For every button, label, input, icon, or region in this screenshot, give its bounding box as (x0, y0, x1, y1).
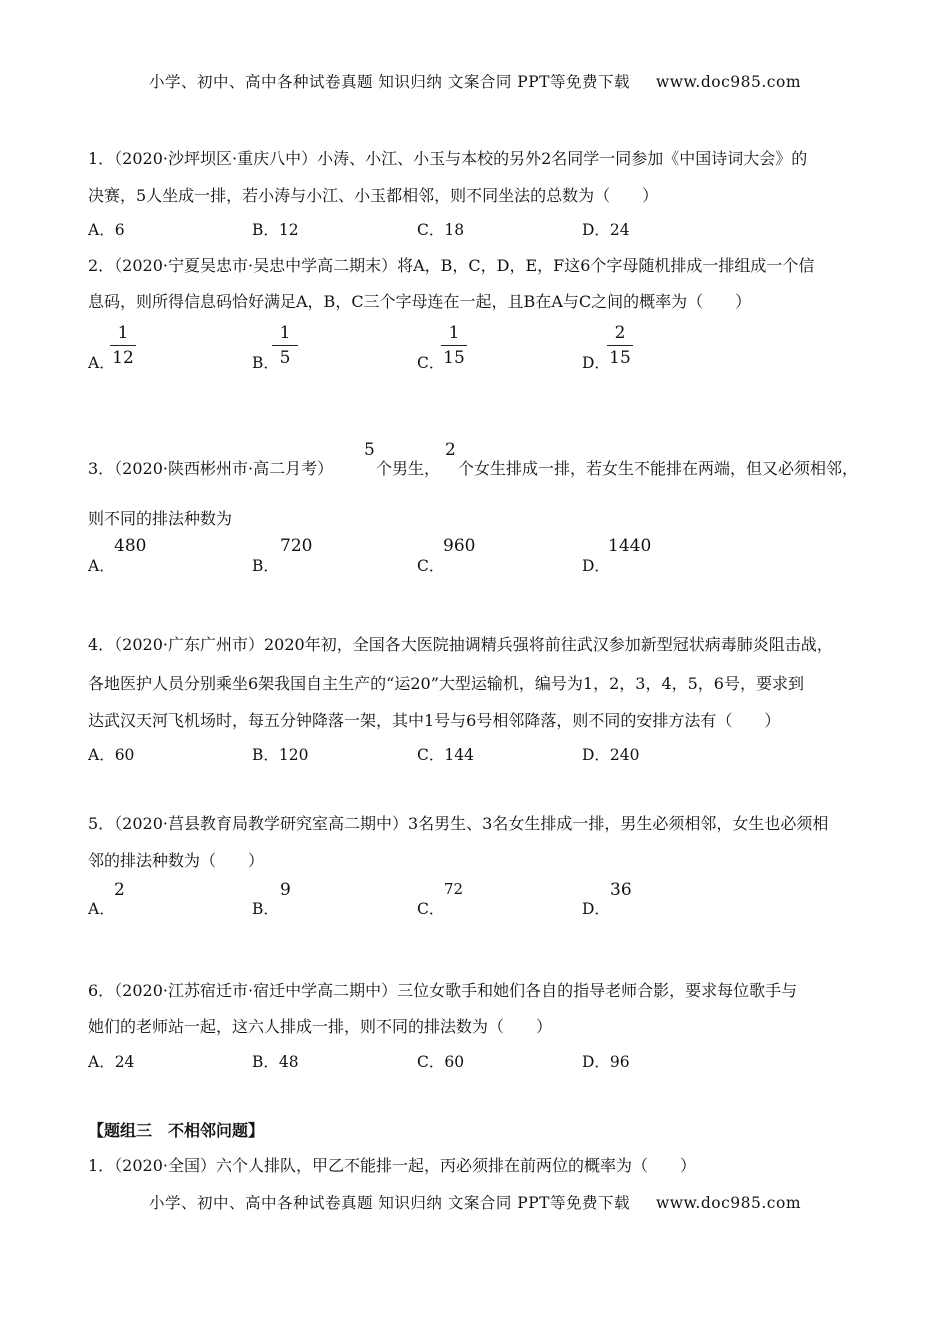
q6-option-c: C．60 (417, 1053, 465, 1071)
q5-option-d-value: 36 (610, 880, 632, 900)
q5-option-a-letter: A． (88, 900, 115, 918)
q1-option-b: B．12 (252, 221, 299, 239)
q5-line2: 邻的排法种数为（ ） (88, 851, 265, 870)
q5-option-c-value: 72 (444, 880, 464, 898)
q2-option-d-fraction (607, 322, 633, 369)
q2-option-c-letter: C． (417, 354, 445, 372)
q2-option-a-fraction (110, 322, 136, 369)
q3-girls-count: 2 (445, 440, 456, 460)
section-title: 【题组三 不相邻问题】 (88, 1121, 265, 1140)
q2-option-b-fraction (272, 322, 298, 369)
q5-option-c-letter: C． (417, 900, 445, 918)
q5-option-d-letter: D． (582, 900, 610, 918)
q2-option-b-letter: B． (252, 354, 279, 372)
page-footer (0, 1191, 950, 1213)
q3-option-d-letter: D． (582, 557, 610, 575)
q3-line1-suffix: 个女生排成一排，若女生不能排在两端，但又必须相邻， (458, 459, 859, 478)
header-text: 小学、初中、高中各种试卷真题 知识归纳 文案合同 PPT等免费下载 (148, 73, 630, 91)
q3-line1-prefix: 3．（2020·陕西彬州市·高二月考） (88, 459, 334, 478)
section3-q1: 1．（2020·全国）六个人排队，甲乙不能排一起，丙必须排在前两位的概率为（ ） (88, 1156, 696, 1175)
q2-option-d-letter: D． (582, 354, 610, 372)
q5-option-b-value: 9 (280, 880, 291, 900)
page-header (0, 70, 950, 92)
q4-line2: 各地医护人员分别乘坐6架我国自主生产的“运20”大型运输机，编号为1，2，3，4，5，6号，要求到 (88, 674, 804, 693)
q4-option-a: A．60 (88, 746, 135, 764)
q3-option-c-value: 960 (443, 536, 476, 556)
q2-b-numerator: 1 (279, 323, 291, 343)
q6-line2: 她们的老师站一起，这六人排成一排，则不同的排法数为（ ） (88, 1017, 553, 1036)
q1-option-d: D．24 (582, 221, 630, 239)
q6-option-b: B．48 (252, 1053, 299, 1071)
q4-line1: 4．（2020·广东广州市）2020年初，全国各大医院抽调精兵强将前往武汉参加新型冠状病毒肺炎阻击战， (88, 635, 833, 654)
header-url[interactable]: www.doc985.com (655, 73, 802, 91)
q2-c-numerator: 1 (448, 323, 460, 343)
q3-option-d-value: 1440 (608, 536, 652, 556)
q3-option-b-letter: B． (252, 557, 279, 575)
q2-a-denominator: 12 (112, 348, 134, 368)
q2-a-numerator: 1 (117, 323, 129, 343)
q4-option-d: D．240 (582, 746, 640, 764)
q2-d-numerator: 2 (614, 323, 626, 343)
q2-b-denominator: 5 (279, 348, 291, 368)
q5-option-a-value: 2 (114, 880, 125, 900)
q2-c-denominator: 15 (443, 348, 465, 368)
q4-line3: 达武汉天河飞机场时，每五分钟降落一架，其中1号与6号相邻降落，则不同的安排方法有（ ） (88, 711, 781, 730)
q3-option-b-value: 720 (280, 536, 313, 556)
q3-option-a-letter: A． (88, 557, 115, 575)
q5-option-b-letter: B． (252, 900, 279, 918)
q6-option-a: A．24 (88, 1053, 135, 1071)
q3-boys-count: 5 (364, 440, 375, 460)
q3-option-c-letter: C． (417, 557, 445, 575)
q2-line2: 息码，则所得信息码恰好满足A，B，C三个字母连在一起，且B在A与C之间的概率为（ ） (88, 292, 752, 311)
q3-option-a-value: 480 (114, 536, 147, 556)
footer-text: 小学、初中、高中各种试卷真题 知识归纳 文案合同 PPT等免费下载 (148, 1194, 630, 1212)
q4-option-c: C．144 (417, 746, 474, 764)
q1-option-a: A．6 (88, 221, 125, 239)
q6-option-d: D．96 (582, 1053, 630, 1071)
q2-line1: 2．（2020·宁夏吴忠市·吴忠中学高二期末）将A，B，C，D，E，F这6个字母随机排成一排组成一个信 (88, 256, 815, 275)
q1-option-c: C．18 (417, 221, 465, 239)
q1-line2: 决赛，5人坐成一排，若小涛与小江、小玉都相邻，则不同坐法的总数为（ ） (88, 186, 659, 205)
q1-line1: 1．（2020·沙坪坝区·重庆八中）小涛、小江、小玉与本校的另外2名同学一同参加《中国诗词大会》的 (88, 149, 808, 168)
q3-line1-mid: 个男生， (376, 459, 441, 478)
q2-d-denominator: 15 (609, 348, 631, 368)
q2-option-a-letter: A． (88, 354, 115, 372)
q4-option-b: B．120 (252, 746, 309, 764)
q5-line1: 5．（2020·莒县教育局教学研究室高二期中）3名男生、3名女生排成一排，男生必须相邻，女生也必须相 (88, 814, 829, 833)
footer-url[interactable]: www.doc985.com (655, 1194, 802, 1212)
q6-line1: 6．（2020·江苏宿迁市·宿迁中学高二期中）三位女歌手和她们各自的指导老师合影，要求每位歌手与 (88, 981, 798, 1000)
q2-option-c-fraction (441, 322, 467, 369)
q3-line2: 则不同的排法种数为 (88, 509, 233, 528)
